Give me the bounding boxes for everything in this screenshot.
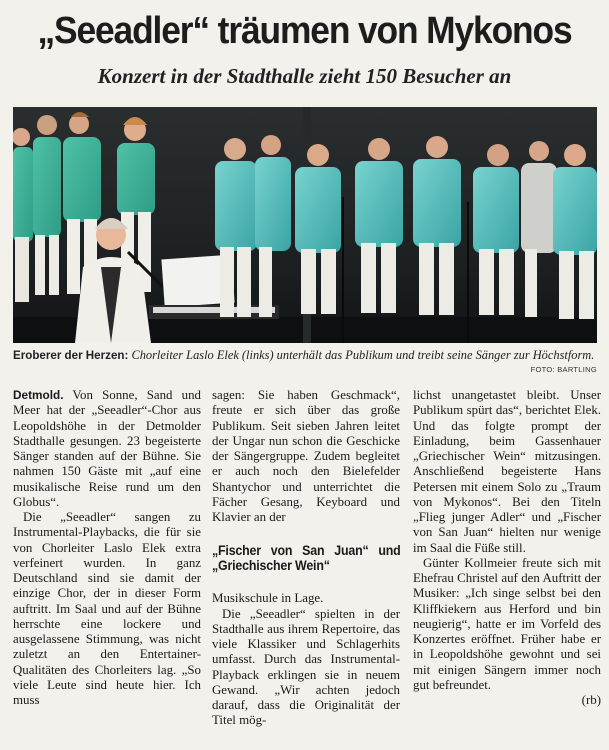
photo-caption xyxy=(13,348,603,363)
photo-credit: FOTO: BARTLING xyxy=(530,365,597,374)
concert-photo xyxy=(13,107,597,343)
article-subheadline: Konzert in der Stadthalle zieht 150 Besucher an xyxy=(97,64,512,88)
author-signoff: (rb) xyxy=(581,693,601,707)
paragraph: Günter Kollmeier freute sich mit Ehefrau Christel auf den Auftritt der Musiker: „Ich singe selbst bei den Kliffkiekern aus Herford und bin neugierig“, hatte er im Vorfeld des Konzertes eröffnet. Früher habe er in Leopoldshöhe gewohnt und sei mit einigen Sängern immer noch gut befreundet. xyxy=(413,555,601,692)
article-column-3 xyxy=(413,388,601,708)
paragraph: sagen: Sie haben Geschmack“, freute er sich über das große Publikum. Seit sieben Jahren leitet der Ungar nun schon die Geschicke der Sängergruppe. Zudem begleitet er auch noch den Bielefelder Shantychor und unterrichtet die Fächer Gesang, Keyboard und Klavier an der xyxy=(212,388,400,524)
paragraph: Die „Seeadler“ spielten in der Stadthalle aus ihrem Repertoire, das viele Klassiker und Schlagerhits umfasst. Durch das Instrumental-Playback erklingen sie in neuem Gewand. „Wir achten jedoch darauf, dass die Originalität der Titel mög- xyxy=(212,606,400,728)
section-heading: „Fischer von San Juan“ und „Griechischer Wein“ xyxy=(212,543,401,574)
paragraph xyxy=(13,388,201,510)
dateline: Detmold. xyxy=(13,388,64,402)
paragraph: Musikschule in Lage. xyxy=(212,591,324,606)
paragraph: lichst unangetastet bleibt. Unser Publikum spürt das“, berichtet Elek. Und das folgte prompt der Einladung, beim Gassenhauer „Griechischer Wein“ mitzusingen. Anschließend begeisterte Hans Petersen mit einem Solo zu „Traum von Mykonos“. Bei den Titeln „Flieg junger Adler“ und „Fischer von San Juan“ hielten nur wenige im Saal die Füße still. xyxy=(413,388,601,555)
article-headline: „Seeadler“ träumen von Mykonos xyxy=(37,10,572,52)
choir-stage-illustration xyxy=(13,107,597,343)
paragraph-text: Von Sonne, Sand und Meer hat der „Seeadler“-Chor aus Leopoldshöhe in der Detmolder Stadthalle gesungen. 23 begeisterte Sänger standen auf der Bühne. Sie nahmen 150 Gäste mit „auf eine musikalische Reise rund um den Globus“. xyxy=(13,388,201,509)
caption-lead: Eroberer der Herzen: xyxy=(13,349,129,362)
article-column-2 xyxy=(212,388,400,729)
caption-text: Chorleiter Laslo Elek (links) unterhält das Publikum und treibt seine Sänger zur Höchstform. xyxy=(131,348,595,362)
article-column-1 xyxy=(13,388,201,708)
paragraph: Die „Seeadler“ sangen zu Instrumental-Playbacks, die für sie von Chorleiter Laslo Elek extra verfeinert wurden. In ganz Deutschland sind sie damit der einzige Chor, der in dieser Form auftritt. Im Saal und auf der Bühne herrschte eine lockere und ausgelassene Stimmung, was nicht zuletzt an den Entertainer-Qualitäten des Chorleiters lag. „So viele Leute sind heute hier. Ich muss xyxy=(13,510,201,707)
